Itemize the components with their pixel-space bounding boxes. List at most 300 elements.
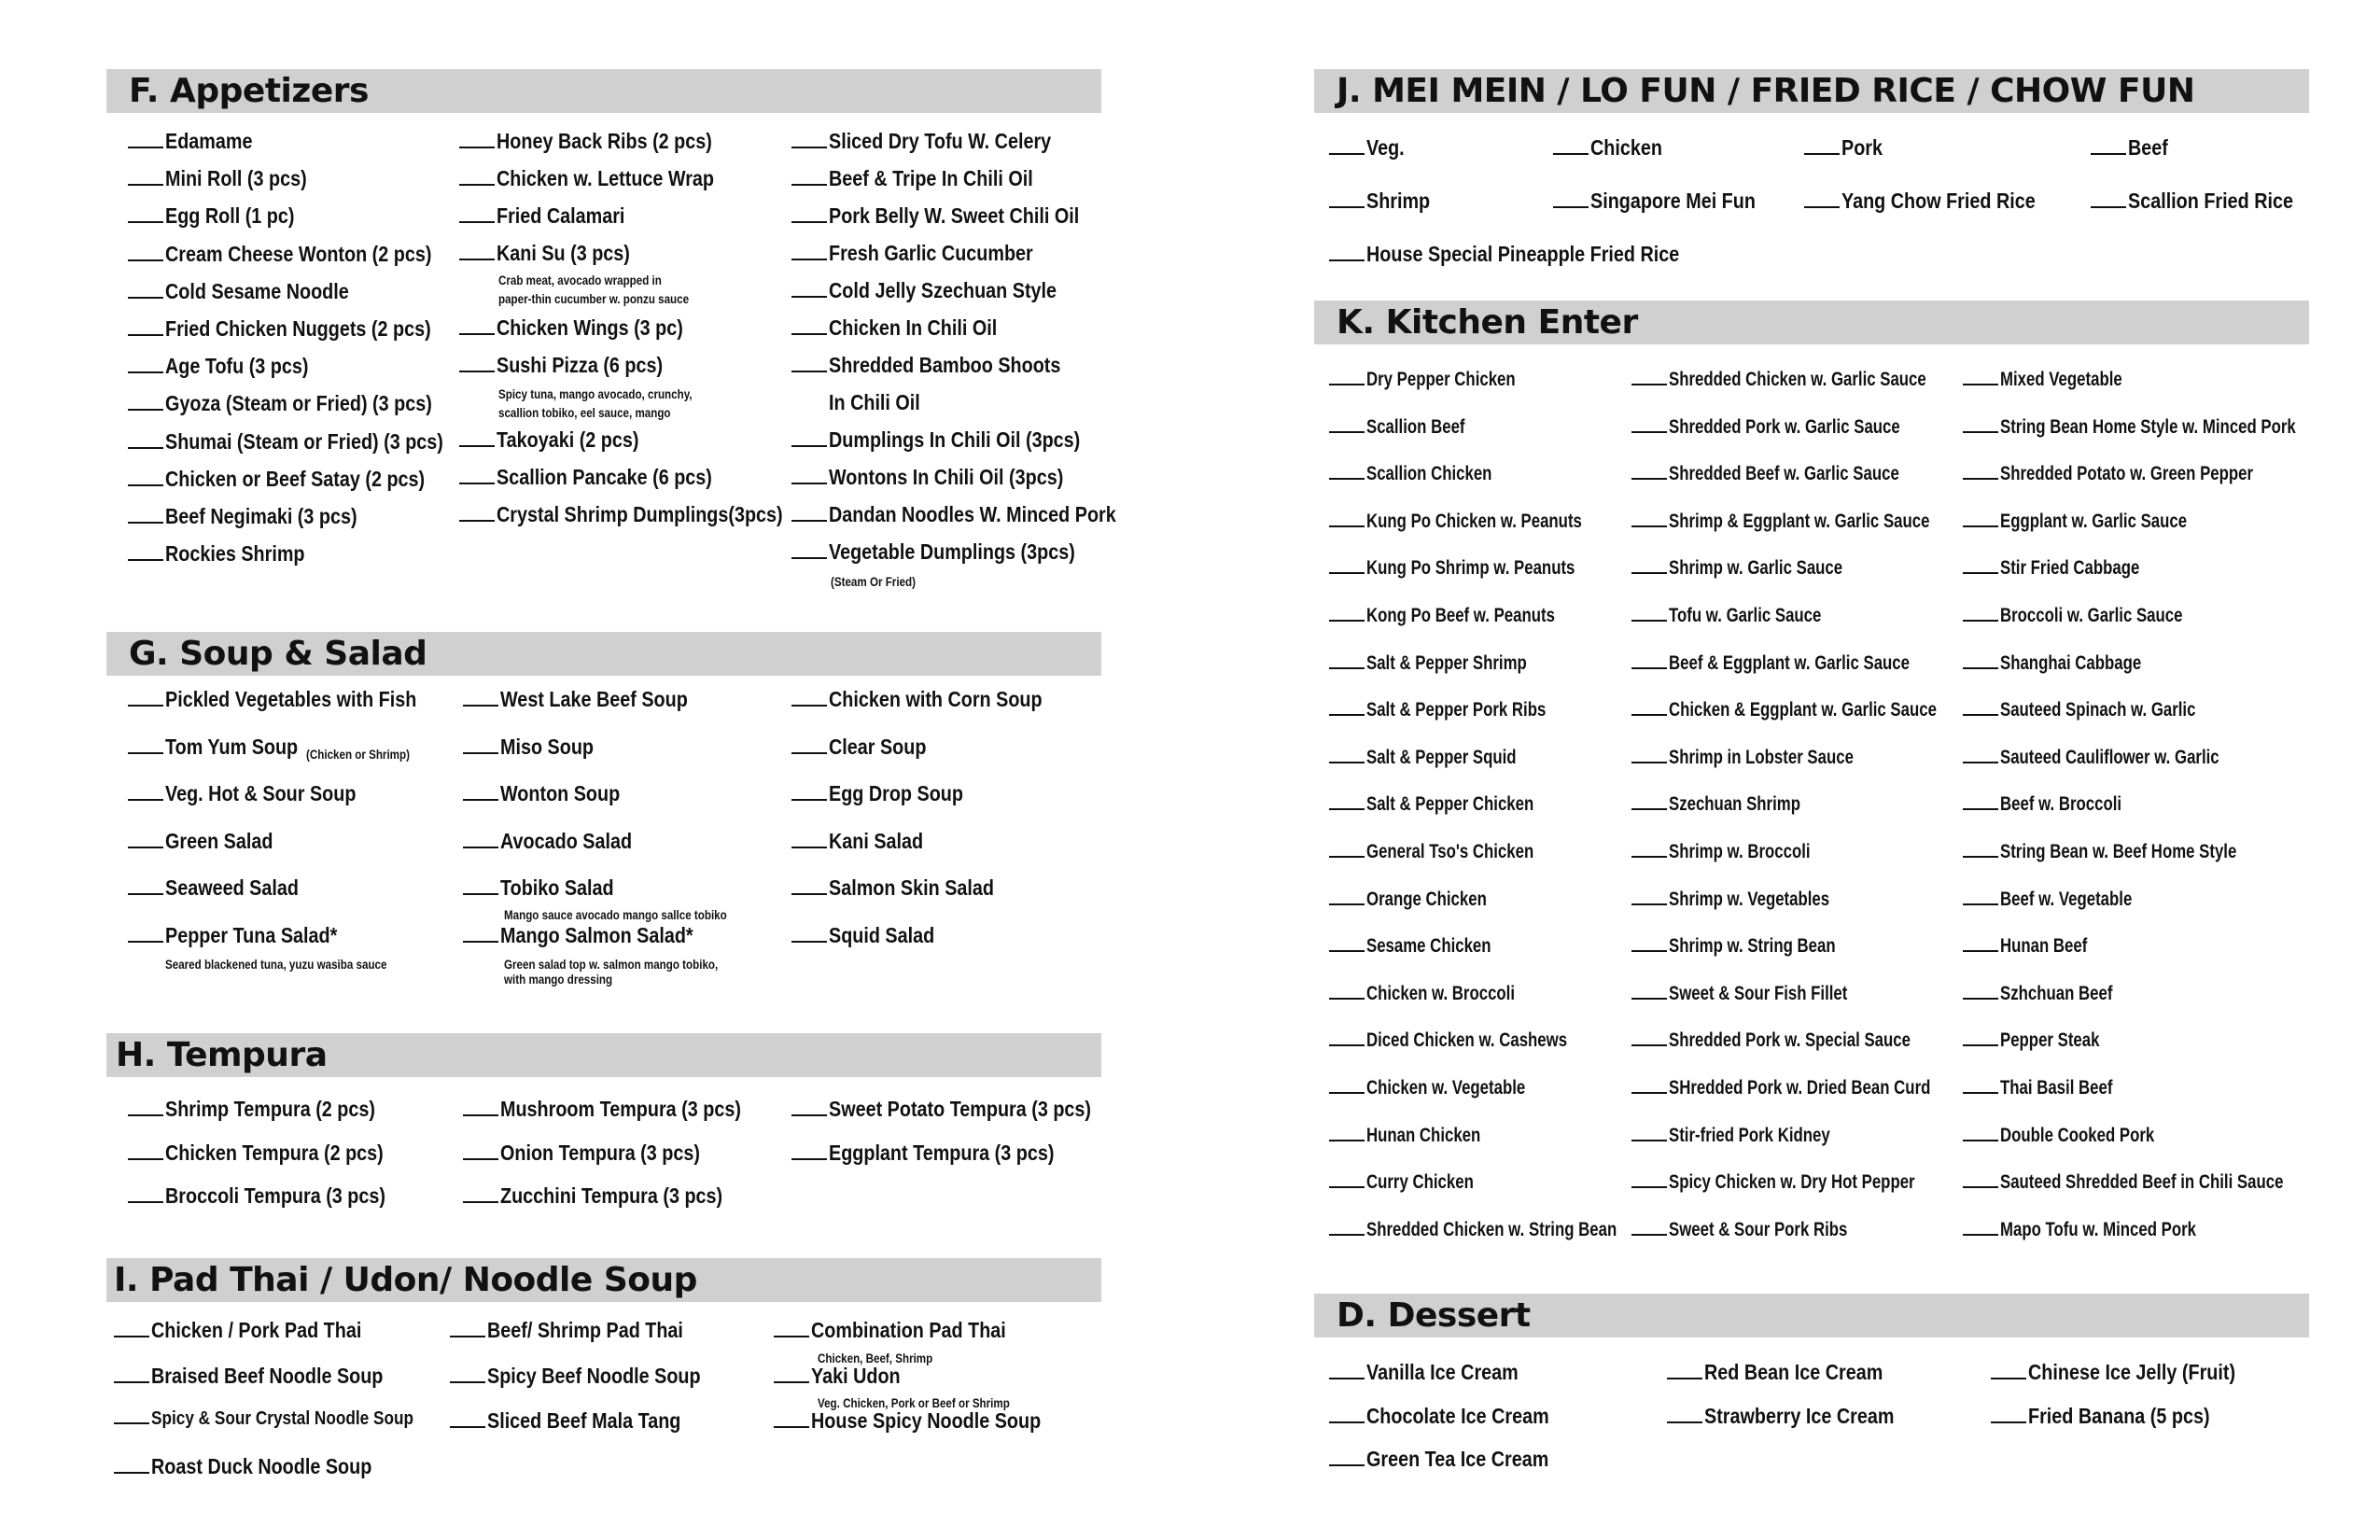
menu-item (463, 829, 653, 854)
checkbox-line (459, 444, 495, 447)
checkbox-line (791, 519, 827, 522)
checkbox-line (128, 408, 163, 411)
menu-item (1631, 605, 1859, 627)
checkbox-line (1963, 855, 1998, 858)
menu-item-name: Onion Tempura (3 pcs) (500, 1140, 700, 1165)
menu-item-name: Mapo Tofu w. Minced Pork (2000, 1218, 2196, 1240)
menu-item (1631, 841, 1845, 863)
menu-item (128, 1141, 419, 1166)
checkbox-line (1963, 903, 1998, 905)
menu-item-name: Sliced Beef Mala Tang (487, 1408, 681, 1433)
checkbox-line (463, 1157, 498, 1160)
menu-item (1631, 652, 1969, 675)
menu-item-name: Takoyaki (2 pcs) (497, 427, 639, 452)
menu-item (1631, 793, 1833, 816)
checkbox-line (1631, 571, 1667, 574)
menu-item-name: Curry Chicken (1366, 1171, 1474, 1194)
padthai-title: I. Pad Thai / Udon/ Noodle Soup (114, 1261, 697, 1299)
menu-item-name: Shumai (Steam or Fried) (3 pcs) (165, 428, 443, 454)
menu-item-name: Tobiko Salad (500, 875, 614, 900)
menu-item-name: Kung Po Shrimp w. Peanuts (1366, 557, 1575, 580)
kitchen-title: K. Kitchen Enter (1337, 303, 1638, 342)
checkbox-line (128, 1200, 163, 1203)
menu-item-name: Strawberry Ice Cream (1704, 1403, 1895, 1428)
menu-item (128, 316, 474, 342)
menu-item-name: Pepper Tuna Salad* (165, 922, 338, 947)
tempura-title: H. Tempura (116, 1036, 328, 1074)
menu-item-name: Chicken w. Lettuce Wrap (497, 166, 715, 190)
menu-item (128, 829, 290, 854)
menu-item (459, 465, 747, 490)
menu-item (1631, 416, 1958, 439)
checkbox-line (128, 704, 163, 707)
checkbox-line (450, 1425, 485, 1428)
checkbox-line (463, 1113, 498, 1116)
checkbox-line (791, 295, 827, 298)
menu-item (463, 1141, 733, 1166)
menu-item (128, 504, 388, 529)
menu-item (459, 241, 651, 266)
checkbox-line (128, 751, 163, 754)
checkbox-line (1329, 205, 1365, 208)
menu-item (1963, 841, 2296, 863)
checkbox-line (1329, 1463, 1365, 1466)
veg-dumpling-note: (Steam Or Fried) (831, 575, 916, 589)
menu-item-name: Thai Basil Beef (2000, 1077, 2113, 1099)
menu-item (791, 829, 939, 854)
menu-item-name: Chocolate Ice Cream (1366, 1403, 1549, 1428)
checkbox-line (1329, 666, 1365, 669)
checkbox-line (1329, 997, 1365, 1000)
checkbox-line (1804, 205, 1840, 208)
menu-item (1329, 242, 1730, 267)
menu-item (1963, 557, 2175, 580)
menu-item-name: Dumplings In Chili Oil (3pcs) (829, 427, 1081, 452)
menu-item-name: Eggplant Tempura (3 pcs) (829, 1140, 1055, 1165)
menu-item (1329, 983, 1552, 1005)
menu-item-name: Sweet & Sour Pork Ribs (1669, 1218, 1848, 1240)
menu-item-name: Chicken Wings (3 pc) (497, 315, 683, 340)
menu-item-name: Mini Roll (3 pcs) (165, 166, 307, 191)
checkbox-line (1329, 525, 1365, 527)
menu-item (2091, 189, 2320, 214)
menu-item-name: Stir Fried Cabbage (2000, 557, 2140, 580)
menu-item (1329, 557, 1627, 580)
kitchen-header (1314, 301, 2309, 344)
menu-item-name: Combination Pad Thai (811, 1318, 1006, 1342)
menu-item-name: Kong Po Beef w. Peanuts (1366, 605, 1555, 626)
menu-item-name: Broccoli w. Garlic Sauce (2000, 605, 2183, 626)
menu-item (1667, 1360, 1911, 1385)
menu-item-name: Yaki Udon (811, 1363, 901, 1388)
menu-item-name: Chicken w. Vegetable (1366, 1077, 1526, 1099)
menu-item (1631, 1125, 1870, 1147)
menu-item-name: Dry Pepper Chicken (1366, 369, 1516, 390)
menu-item-name: Chicken / Pork Pad Thai (151, 1318, 362, 1342)
menu-item (463, 781, 639, 806)
menu-item (128, 391, 475, 416)
menu-item-name: Shredded Bamboo Shoots (829, 353, 1061, 377)
menu-item-name: West Lake Beef Soup (500, 687, 688, 711)
menu-item (450, 1364, 735, 1389)
checkbox-line (1553, 152, 1589, 155)
checkbox-line (1329, 949, 1365, 952)
checkbox-line (463, 892, 498, 895)
checkbox-line (128, 892, 163, 895)
menu-item (1329, 511, 1636, 533)
menu-item (2091, 135, 2175, 161)
checkbox-line (1631, 949, 1667, 952)
menu-item-name: Chicken or Beef Satay (2 pcs) (165, 466, 426, 491)
menu-item (1804, 189, 2067, 214)
menu-item (791, 427, 1121, 453)
tobiko-note: Mango sauce avocado mango sallce tobiko (504, 908, 727, 922)
menu-item-name: Braised Beef Noodle Soup (151, 1363, 384, 1388)
menu-item-name: Honey Back Ribs (2 pcs) (497, 129, 712, 153)
menu-item (1804, 135, 1889, 161)
menu-item (1963, 605, 2228, 627)
menu-item (128, 687, 457, 712)
menu-item (1329, 747, 1554, 769)
menu-item (1329, 1404, 1579, 1429)
checkbox-line (463, 940, 498, 943)
menu-item (791, 1141, 1091, 1166)
menu-item (128, 467, 467, 492)
checkbox-line (450, 1380, 485, 1383)
menu-item (1963, 416, 2370, 439)
menu-item-name: Chicken w. Broccoli (1366, 982, 1516, 1004)
checkbox-line (1963, 477, 1998, 480)
checkbox-line (1963, 713, 1998, 716)
checkbox-line (1631, 1043, 1667, 1046)
menu-item (1329, 369, 1553, 391)
menu-item-name: Scallion Pancake (6 pcs) (497, 465, 712, 489)
appetizers-title: F. Appetizers (129, 72, 369, 110)
menu-item (791, 502, 1163, 527)
checkbox-line (1329, 1233, 1365, 1236)
checkbox-line (1329, 619, 1365, 622)
menu-item-name: Shrimp w. Broccoli (1669, 841, 1811, 862)
menu-item-name: Sauteed Cauliflower w. Garlic (2000, 746, 2219, 768)
menu-item-name: Age Tofu (3 pcs) (165, 354, 309, 379)
menu-item-name: Chicken & Eggplant w. Garlic Sauce (1669, 699, 1937, 721)
menu-item-name: Chicken (1590, 135, 1662, 160)
checkbox-line (128, 798, 163, 801)
menu-item-name: Salt & Pepper Pork Ribs (1366, 699, 1547, 721)
menu-item (1963, 511, 2233, 533)
menu-item-name: Cold Jelly Szechuan Style (829, 278, 1057, 302)
menu-item (791, 1097, 1134, 1122)
checkbox-line (114, 1471, 149, 1474)
checkbox-line (1963, 949, 1998, 952)
checkbox-line (463, 846, 498, 848)
checkbox-line (1329, 1139, 1365, 1141)
menu-item-name: Pepper Steak (2000, 1029, 2100, 1052)
checkbox-line (114, 1380, 149, 1383)
checkbox-line (1329, 259, 1365, 261)
menu-item (1329, 793, 1575, 816)
checkbox-line (1329, 383, 1365, 385)
checkbox-line (1963, 1185, 1998, 1188)
menu-item-name: Shrimp w. String Bean (1669, 935, 1836, 958)
menu-item-name: Vanilla Ice Cream (1366, 1360, 1519, 1384)
menu-item-name: Sesame Chicken (1366, 935, 1491, 958)
checkbox-line (1991, 1421, 2026, 1423)
menu-item (1329, 135, 1410, 161)
menu-item-name: Egg Drop Soup (829, 781, 963, 805)
checkbox-line (459, 332, 495, 335)
menu-item-name: Egg Roll (1 pc) (165, 203, 295, 229)
checkbox-line (1631, 855, 1667, 858)
menu-item-name: Vegetable Dumplings (3pcs) (829, 539, 1075, 564)
checkbox-line (114, 1335, 149, 1337)
checkbox-line (791, 751, 827, 754)
menu-item-name: Hunan Chicken (1366, 1124, 1481, 1146)
menu-item-name: SHredded Pork w. Dried Bean Curd (1669, 1077, 1931, 1099)
checkbox-line (1963, 1139, 1998, 1141)
menu-item-name: Scallion Beef (1366, 415, 1465, 438)
menu-item-name: Beef & Tripe In Chili Oil (829, 166, 1033, 190)
menu-item (791, 539, 1115, 565)
menu-item (128, 541, 328, 567)
menu-item (1963, 983, 2141, 1005)
menu-item (1329, 652, 1567, 675)
soup-header (106, 632, 1101, 676)
menu-item (1631, 983, 1892, 1005)
checkbox-line (1963, 619, 1998, 622)
menu-item (1963, 1029, 2124, 1052)
menu-item (791, 781, 985, 806)
menu-item-name: Stir-fried Pork Kidney (1669, 1124, 1830, 1146)
checkbox-line (1329, 807, 1365, 810)
kani-note-1: Crab meat, avocado wrapped in (498, 273, 662, 287)
menu-item-name: Beef Negimaki (3 pcs) (165, 504, 357, 528)
pizza-note-1: Spicy tuna, mango avocado, crunchy, (498, 387, 693, 401)
menu-item (791, 315, 1025, 341)
checkbox-line (1553, 205, 1589, 208)
menu-item (459, 427, 662, 453)
checkbox-line (1329, 761, 1365, 763)
menu-item (114, 1364, 421, 1389)
menu-item-name: Sweet Potato Tempura (3 pcs) (829, 1097, 1092, 1121)
menu-item-name: Squid Salad (829, 922, 935, 947)
menu-item-name: Shrimp & Eggplant w. Garlic Sauce (1669, 510, 1930, 532)
menu-item-name: House Special Pineapple Fried Rice (1366, 242, 1680, 266)
menu-item (1963, 1219, 2246, 1241)
checkbox-line (791, 146, 827, 148)
menu-item (1631, 889, 1869, 911)
menu-item-name: Shrimp w. Garlic Sauce (1669, 557, 1843, 580)
menu-item-name: Salt & Pepper Shrimp (1366, 651, 1527, 674)
menu-item-name: Shrimp Tempura (2 pcs) (165, 1097, 375, 1121)
checkbox-line (1329, 1421, 1365, 1423)
menu-item (1329, 416, 1490, 439)
checkbox-line (459, 146, 495, 148)
menu-item (1329, 935, 1522, 958)
checkbox-line (1667, 1421, 1702, 1423)
menu-item-name: Dandan Noodles W. Minced Pork (829, 502, 1116, 526)
menu-item-name: Beef/ Shrimp Pad Thai (487, 1318, 683, 1342)
checkbox-line (1963, 383, 1998, 385)
checkbox-line (1329, 477, 1365, 480)
menu-item-name: Cold Sesame Noodle (165, 278, 349, 303)
checkbox-line (128, 333, 163, 336)
menu-item-name: Sliced Dry Tofu W. Celery (829, 129, 1052, 153)
checkbox-line (1963, 1043, 1998, 1046)
checkbox-line (791, 220, 827, 223)
menu-item (114, 1318, 396, 1343)
menu-item (1991, 1360, 2269, 1385)
checkbox-line (128, 940, 163, 943)
menu-item (128, 429, 488, 455)
checkbox-line (1329, 1185, 1365, 1188)
menu-item-name: Fresh Garlic Cucumber (829, 241, 1033, 265)
checkbox-line (128, 259, 163, 261)
menu-item (791, 203, 1120, 229)
menu-item-name: Beef w. Broccoli (2000, 793, 2122, 816)
menu-item (450, 1408, 712, 1434)
checkbox-line (791, 370, 827, 372)
menu-item-name: Shanghai Cabbage (2000, 651, 2142, 674)
menu-item-name: Spicy Chicken w. Dry Hot Pepper (1669, 1171, 1915, 1194)
menu-item-name: Beef w. Vegetable (2000, 888, 2133, 910)
menu-item (1329, 189, 1440, 214)
menu-item (128, 279, 379, 304)
checkbox-line (1631, 1233, 1667, 1236)
menu-item (1631, 463, 1957, 485)
menu-item (1631, 1171, 1976, 1194)
checkbox-line (1631, 807, 1667, 810)
checkbox-line (463, 798, 498, 801)
menu-item-name: Szechuan Shrimp (1669, 793, 1800, 816)
checkbox-line (459, 482, 495, 484)
checkbox-line (791, 798, 827, 801)
menu-item-name: Double Cooked Pork (2000, 1124, 2155, 1146)
menu-item-name: Chinese Ice Jelly (Fruit) (2028, 1360, 2236, 1384)
checkbox-line (463, 704, 498, 707)
menu-item-name: Roast Duck Noodle Soup (151, 1453, 372, 1478)
menu-item (459, 166, 749, 191)
checkbox-line (791, 556, 827, 559)
menu-item (1329, 1360, 1543, 1385)
menu-item-name: Shredded Pork w. Garlic Sauce (1669, 415, 1900, 438)
menu-item-name: Kani Su (3 pcs) (497, 241, 630, 265)
checkbox-line (791, 940, 827, 943)
menu-item-name: Clear Soup (829, 734, 927, 759)
checkbox-line (128, 846, 163, 848)
menu-item-name: Green Tea Ice Cream (1366, 1447, 1549, 1471)
menu-item-name: Chicken Tempura (2 pcs) (165, 1140, 384, 1165)
checkbox-line (1631, 383, 1667, 385)
menu-item-name: Singapore Mei Fun (1590, 189, 1756, 213)
menu-item-name: Beef & Eggplant w. Garlic Sauce (1669, 651, 1910, 674)
menu-item (1631, 747, 1899, 769)
menu-item-name: Rockies Shrimp (165, 541, 305, 567)
checkbox-line (1329, 152, 1365, 155)
menu-item (128, 735, 319, 760)
menu-item-name: Orange Chicken (1366, 888, 1487, 910)
checkbox-line (128, 371, 163, 373)
menu-item (1631, 699, 2004, 721)
menu-item (1963, 1125, 2193, 1147)
checkbox-line (1631, 997, 1667, 1000)
menu-item (128, 354, 331, 379)
menu-item (774, 1364, 915, 1389)
checkbox-line (1991, 1377, 2026, 1379)
menu-item (1329, 1029, 1617, 1052)
menu-item-name: Veg. (1366, 135, 1405, 160)
menu-item-name: Green Salad (165, 828, 273, 853)
menu-item (459, 129, 747, 154)
menu-item (1991, 1404, 2239, 1429)
menu-item-name: Sweet & Sour Fish Fillet (1669, 982, 1848, 1004)
menu-item (1329, 841, 1575, 863)
checkbox-line (1329, 1091, 1365, 1094)
menu-item-name: Broccoli Tempura (3 pcs) (165, 1183, 385, 1208)
tomyum-note: (Chicken or Shrimp) (306, 748, 410, 762)
menu-item (1963, 369, 2152, 391)
menu-item (1631, 557, 1886, 580)
menu-item-name: Sauteed Shredded Beef in Chili Sauce (2000, 1171, 2284, 1194)
menu-item-name: Avocado Salad (500, 828, 633, 853)
menu-item (1329, 1077, 1565, 1099)
menu-item-name: In Chili Oil (829, 390, 920, 414)
menu-item-name: Kani Salad (829, 828, 924, 853)
combo-pad-thai-note: Chicken, Beef, Shrimp (818, 1351, 933, 1365)
menu-item (1329, 1219, 1679, 1241)
checkbox-line (1631, 477, 1667, 480)
menu-item (1631, 369, 1991, 391)
menu-item-name: Pickled Vegetables with Fish (165, 687, 417, 711)
checkbox-line (2091, 152, 2126, 155)
menu-item (1963, 1171, 2354, 1194)
menu-item (128, 166, 329, 191)
mango-salmon-note-2: with mango dressing (504, 973, 613, 987)
menu-item-name: Fried Banana (5 pcs) (2028, 1403, 2210, 1428)
checkbox-line (128, 296, 163, 299)
menu-item (791, 875, 1021, 901)
checkbox-line (463, 1200, 498, 1203)
menu-item-name: String Bean Home Style w. Minced Pork (2000, 415, 2296, 438)
menu-item (791, 687, 1077, 712)
checkbox-line (774, 1425, 809, 1428)
menu-item-name: Beef (2128, 135, 2168, 160)
soup-title: G. Soup & Salad (129, 635, 427, 673)
menu-item-name: Shredded Chicken w. String Bean (1366, 1218, 1617, 1240)
checkbox-line (1631, 903, 1667, 905)
menu-item (1329, 1447, 1578, 1472)
menu-item-name: Eggplant w. Garlic Sauce (2000, 510, 2188, 532)
checkbox-line (1631, 430, 1667, 433)
menu-item (1329, 605, 1602, 627)
checkbox-line (1963, 571, 1998, 574)
menu-item-name: Sauteed Spinach w. Garlic (2000, 699, 2196, 721)
menu-item (791, 241, 1066, 266)
menu-item-name: Zucchini Tempura (3 pcs) (500, 1183, 723, 1208)
checkbox-line (459, 519, 495, 522)
checkbox-line (128, 446, 163, 449)
menu-item-name: Spicy & Sour Crystal Noodle Soup (151, 1408, 413, 1429)
menu-item (128, 1097, 410, 1122)
menu-item-name: Shredded Pork w. Special Sauce (1669, 1029, 1911, 1052)
menu-item (463, 875, 632, 901)
checkbox-line (791, 183, 827, 186)
menu-item-name: Wonton Soup (500, 781, 621, 805)
menu-item-name: Szhchuan Beef (2000, 982, 2113, 1004)
menu-item-name: Pork Belly W. Sweet Chili Oil (829, 203, 1080, 228)
menu-item-name: String Bean w. Beef Home Style (2000, 841, 2237, 862)
checkbox-line (459, 183, 495, 186)
